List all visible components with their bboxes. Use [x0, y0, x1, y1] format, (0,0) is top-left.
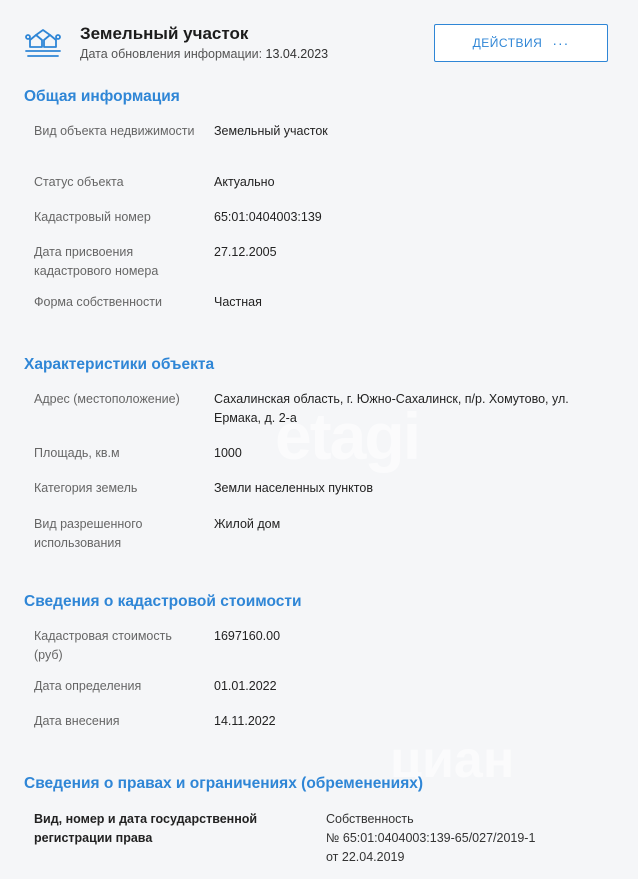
rights-number: № 65:01:0404003:139-65/027/2019-1	[326, 831, 536, 845]
more-dots-icon: ···	[552, 35, 570, 51]
actions-button[interactable]	[434, 24, 608, 62]
row-value: 27.12.2005	[214, 245, 277, 259]
row-value: Земли населенных пунктов	[214, 481, 373, 495]
row-label: Адрес (местоположение)	[34, 392, 180, 406]
row-value: 14.11.2022	[214, 714, 276, 728]
row-label: Вид разрешенного использования	[34, 517, 143, 550]
row-value: Актуально	[214, 175, 275, 189]
land-plot-icon	[24, 26, 62, 60]
row-label: Статус объекта	[34, 175, 124, 189]
row-label: Дата внесения	[34, 714, 120, 728]
rights-value	[326, 810, 586, 867]
rights-type: Собственность	[326, 812, 414, 826]
row-value: 1000	[214, 446, 242, 460]
row-value: 01.01.2022	[214, 679, 277, 693]
rights-date: от 22.04.2019	[326, 850, 405, 864]
update-date: 13.04.2023	[265, 47, 329, 61]
row-label: Кадастровый номер	[34, 210, 151, 224]
page-title: Земельный участок	[80, 24, 249, 43]
row-value: 1697160.00	[214, 629, 281, 643]
actions-label: ДЕЙСТВИЯ	[472, 36, 543, 50]
section-title-characteristics: Характеристики объекта	[24, 356, 215, 373]
update-label: Дата обновления информации:	[80, 47, 263, 61]
row-label: Площадь, кв.м	[34, 446, 120, 460]
row-label: Дата присвоения кадастрового номера	[34, 245, 159, 278]
row-value: Земельный участок	[214, 124, 328, 138]
rights-label: Вид, номер и дата государственной регистрации права	[34, 812, 258, 845]
row-value: Сахалинская область, г. Южно-Сахалинск, п/р. Хомутово, ул. Ермака, д. 2-а	[214, 392, 569, 425]
section-title-cadastral-value: Сведения о кадастровой стоимости	[24, 593, 302, 610]
row-label: Форма собственности	[34, 295, 162, 309]
row-value: 65:01:0404003:139	[214, 210, 322, 224]
row-value: Частная	[214, 295, 262, 309]
row-label: Вид объекта недвижимости	[34, 124, 195, 138]
row-label: Категория земель	[34, 481, 138, 495]
cian-watermark: циан	[390, 731, 515, 789]
row-label: Кадастровая стоимость (руб)	[34, 629, 172, 662]
row-label: Дата определения	[34, 679, 142, 693]
section-title-rights: Сведения о правах и ограничениях (обременениях)	[24, 775, 424, 792]
etagi-watermark: etagi	[275, 399, 420, 473]
section-title-general: Общая информация	[24, 88, 180, 105]
row-value: Жилой дом	[214, 517, 281, 531]
page-header	[0, 0, 638, 80]
update-info	[80, 47, 328, 61]
